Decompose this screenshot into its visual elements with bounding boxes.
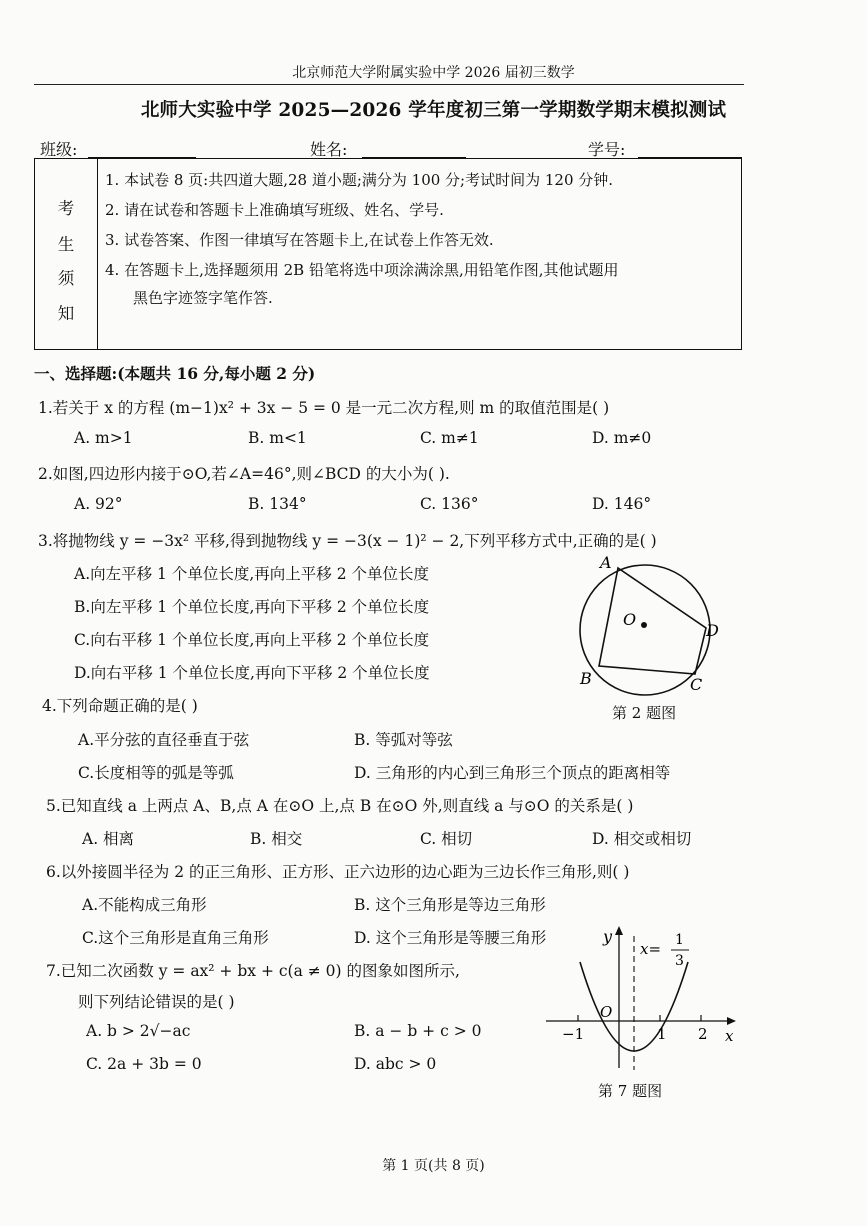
x-axis-arrow (727, 1017, 736, 1025)
q7-option-d[interactable]: D. abc > 0 (354, 1055, 437, 1073)
q5-option-d[interactable]: D. 相交或相切 (592, 830, 692, 848)
q3-option-d[interactable]: D.向右平移 1 个单位长度,再向下平移 2 个单位长度 (74, 664, 430, 682)
name-label: 姓名: (310, 140, 348, 159)
question-7-stem-line-2: 则下列结论错误的是( ) (78, 993, 235, 1011)
notice-char: 须 (57, 269, 75, 288)
notice-label-column (35, 159, 98, 349)
q2-option-a[interactable]: A. 92° (74, 495, 123, 513)
q4-option-b[interactable]: B. 等弧对等弦 (354, 731, 453, 749)
notice-char: 考 (57, 199, 75, 218)
q1-option-a[interactable]: A. m>1 (74, 429, 133, 447)
notice-item: 2. 请在试卷和答题卡上准确填写班级、姓名、学号. (105, 201, 444, 219)
figure-7-caption: 第 7 题图 (598, 1082, 663, 1100)
id-label: 学号: (588, 140, 626, 159)
q5-option-a[interactable]: A. 相离 (82, 830, 135, 848)
notice-item: 3. 试卷答案、作图一律填写在答题卡上,在试卷上作答无效. (105, 231, 494, 249)
q1-option-b[interactable]: B. m<1 (248, 429, 307, 447)
x-axis-label: x (725, 1027, 734, 1045)
notice-char: 知 (57, 304, 75, 323)
question-1-stem: 1.若关于 x 的方程 (m−1)x² + 3x − 5 = 0 是一元二次方程,则 m 的取值范围是( ) (38, 399, 610, 417)
exam-title: 北师大实验中学 2025—2026 学年度初三第一学期数学期末模拟测试 (140, 100, 727, 121)
header-rule (34, 84, 744, 85)
q3-option-a[interactable]: A.向左平移 1 个单位长度,再向上平移 2 个单位长度 (74, 565, 429, 583)
question-7-stem: 7.已知二次函数 y = ax² + bx + c(a ≠ 0) 的图象如图所示, (46, 962, 460, 980)
page-footer: 第 1 页(共 8 页) (382, 1158, 485, 1174)
notice-item: 1. 本试卷 8 页:共四道大题,28 道小题;满分为 100 分;考试时间为 120 分钟. (105, 171, 614, 189)
q4-option-a[interactable]: A.平分弦的直径垂直于弦 (78, 731, 250, 749)
y-axis-label: y (603, 927, 613, 946)
figure-2-circle-diagram (572, 550, 732, 725)
q7-option-c[interactable]: C. 2a + 3b = 0 (86, 1055, 202, 1073)
q4-option-c[interactable]: C.长度相等的弧是等弧 (78, 764, 234, 782)
question-4-stem: 4.下列命题正确的是( ) (42, 697, 198, 715)
q6-option-b[interactable]: B. 这个三角形是等边三角形 (354, 896, 546, 914)
q5-option-b[interactable]: B. 相交 (250, 830, 303, 848)
fraction-numerator: 1 (675, 932, 684, 948)
label-o: O (623, 610, 637, 629)
notice-char: 生 (57, 235, 75, 254)
question-5-stem: 5.已知直线 a 上两点 A、B,点 A 在⊙O 上,点 B 在⊙O 外,则直线 a 与⊙O 的关系是( ) (46, 797, 634, 815)
label-b: B (580, 669, 592, 688)
question-6-stem: 6.以外接圆半径为 2 的正三角形、正方形、正六边形的边心距为三边长作三角形,则( ) (46, 863, 630, 881)
q6-option-d[interactable]: D. 这个三角形是等腰三角形 (354, 929, 547, 947)
q3-option-c[interactable]: C.向右平移 1 个单位长度,再向上平移 2 个单位长度 (74, 631, 430, 649)
q1-option-d[interactable]: D. m≠0 (592, 429, 652, 447)
tick-label-2: 2 (698, 1025, 708, 1043)
q2-option-c[interactable]: C. 136° (420, 495, 479, 513)
label-a: A (600, 553, 612, 572)
tick-label-1: 1 (657, 1025, 667, 1043)
q7-option-b[interactable]: B. a − b + c > 0 (354, 1022, 482, 1040)
y-axis-arrow (615, 926, 623, 935)
q2-option-b[interactable]: B. 134° (248, 495, 307, 513)
class-label: 班级: (40, 140, 78, 159)
q6-option-a[interactable]: A.不能构成三角形 (82, 896, 207, 914)
center-point (641, 622, 647, 628)
origin-label: O (600, 1003, 613, 1021)
notice-item: 4. 在答题卡上,选择题须用 2B 铅笔将选中项涂满涂黑,用铅笔作图,其他试题用 (105, 261, 619, 279)
fraction-denominator: 3 (675, 953, 684, 969)
section-heading: 一、选择题:(本题共 16 分,每小题 2 分) (34, 364, 316, 383)
notice-item: 黑色字迹签字笔作答. (133, 289, 273, 307)
question-2-stem: 2.如图,四边形内接于⊙O,若∠A=46°,则∠BCD 的大小为( ). (38, 465, 450, 483)
q6-option-c[interactable]: C.这个三角形是直角三角形 (82, 929, 269, 947)
question-3-stem: 3.将抛物线 y = −3x² 平移,得到抛物线 y = −3(x − 1)² − 2,下列平移方式中,正确的是( ) (38, 532, 657, 550)
figure-2-caption: 第 2 题图 (612, 704, 677, 722)
label-c: C (690, 675, 703, 694)
q7-option-a[interactable]: A. b > 2√−ac (86, 1022, 191, 1040)
running-header: 北京师范大学附属实验中学 2026 届初三数学 (292, 65, 575, 81)
q2-option-d[interactable]: D. 146° (592, 495, 652, 513)
q5-option-c[interactable]: C. 相切 (420, 830, 473, 848)
notice-box (34, 158, 742, 350)
figure-7-parabola-graph (540, 920, 750, 1080)
q3-option-b[interactable]: B.向左平移 1 个单位长度,再向下平移 2 个单位长度 (74, 598, 430, 616)
label-d: D (706, 621, 719, 640)
axis-equation-label: x= (640, 940, 662, 958)
tick-label-neg1: −1 (562, 1025, 585, 1043)
q1-option-c[interactable]: C. m≠1 (420, 429, 479, 447)
q4-option-d[interactable]: D. 三角形的内心到三角形三个顶点的距离相等 (354, 764, 671, 782)
